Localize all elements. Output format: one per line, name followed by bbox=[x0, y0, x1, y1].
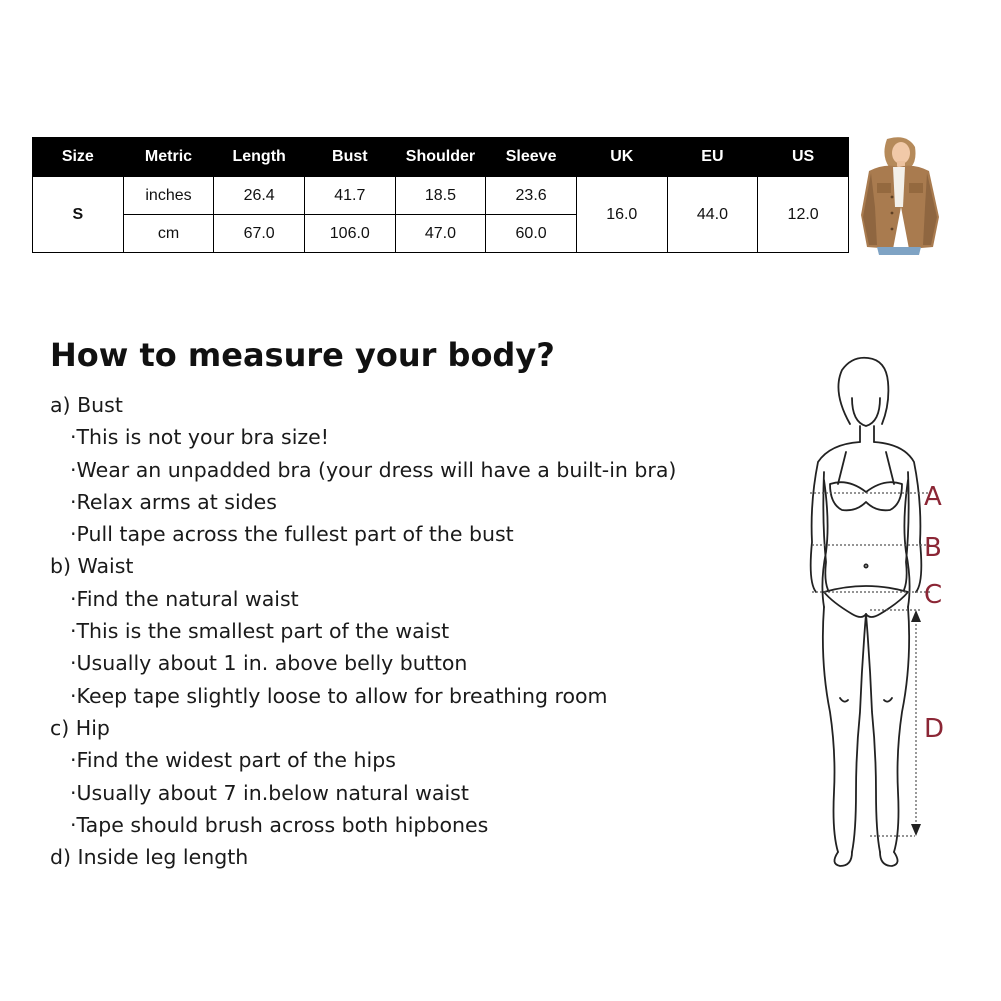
header-sleeve: Sleeve bbox=[486, 138, 577, 177]
body-measurement-figure bbox=[790, 352, 960, 874]
bust-value: 41.7 bbox=[304, 177, 395, 215]
list-item: ·Find the natural waist bbox=[70, 586, 299, 611]
bust-value: 106.0 bbox=[304, 215, 395, 253]
header-eu: EU bbox=[667, 138, 758, 177]
label-b: B bbox=[924, 533, 942, 563]
section-heading-waist: b) Waist bbox=[50, 554, 134, 579]
uk-value: 16.0 bbox=[576, 177, 667, 253]
list-item: ·Find the widest part of the hips bbox=[70, 748, 396, 773]
header-shoulder: Shoulder bbox=[395, 138, 486, 177]
list-item: ·Wear an unpadded bra (your dress will have a built-in bra) bbox=[70, 457, 677, 482]
list-item: ·Usually about 1 in. above belly button bbox=[70, 651, 468, 676]
list-item: ·Relax arms at sides bbox=[70, 489, 277, 514]
list-item: ·This is the smallest part of the waist bbox=[70, 619, 450, 644]
guide-title: How to measure your body? bbox=[50, 336, 555, 374]
shoulder-value: 18.5 bbox=[395, 177, 486, 215]
sleeve-value: 23.6 bbox=[486, 177, 577, 215]
header-bust: Bust bbox=[304, 138, 395, 177]
size-chart-table bbox=[32, 137, 849, 253]
header-us: US bbox=[758, 138, 849, 177]
eu-value: 44.0 bbox=[667, 177, 758, 253]
section-heading-hip: c) Hip bbox=[50, 715, 110, 740]
sleeve-value: 60.0 bbox=[486, 215, 577, 253]
product-photo bbox=[849, 137, 945, 255]
header-uk: UK bbox=[576, 138, 667, 177]
metric-value: cm bbox=[123, 215, 214, 253]
shoulder-value: 47.0 bbox=[395, 215, 486, 253]
header-metric: Metric bbox=[123, 138, 214, 177]
list-item: ·This is not your bra size! bbox=[70, 425, 330, 450]
header-length: Length bbox=[214, 138, 305, 177]
label-c: C bbox=[924, 580, 943, 610]
table-row bbox=[33, 177, 849, 215]
list-item: ·Keep tape slightly loose to allow for breathing room bbox=[70, 683, 608, 708]
label-a: A bbox=[924, 482, 942, 512]
section-heading-inside-leg: d) Inside leg length bbox=[50, 845, 249, 870]
header-size: Size bbox=[33, 138, 124, 177]
section-heading-bust: a) Bust bbox=[50, 393, 123, 417]
size-value: S bbox=[33, 177, 124, 253]
length-value: 67.0 bbox=[214, 215, 305, 253]
measurement-guide bbox=[50, 389, 676, 873]
list-item: ·Usually about 7 in.below natural waist bbox=[70, 780, 469, 805]
label-d: D bbox=[924, 714, 945, 744]
us-value: 12.0 bbox=[758, 177, 849, 253]
list-item: ·Tape should brush across both hipbones bbox=[70, 812, 489, 837]
size-chart-header-row bbox=[33, 138, 849, 177]
metric-value: inches bbox=[123, 177, 214, 215]
list-item: ·Pull tape across the fullest part of the bust bbox=[70, 522, 514, 547]
length-value: 26.4 bbox=[214, 177, 305, 215]
